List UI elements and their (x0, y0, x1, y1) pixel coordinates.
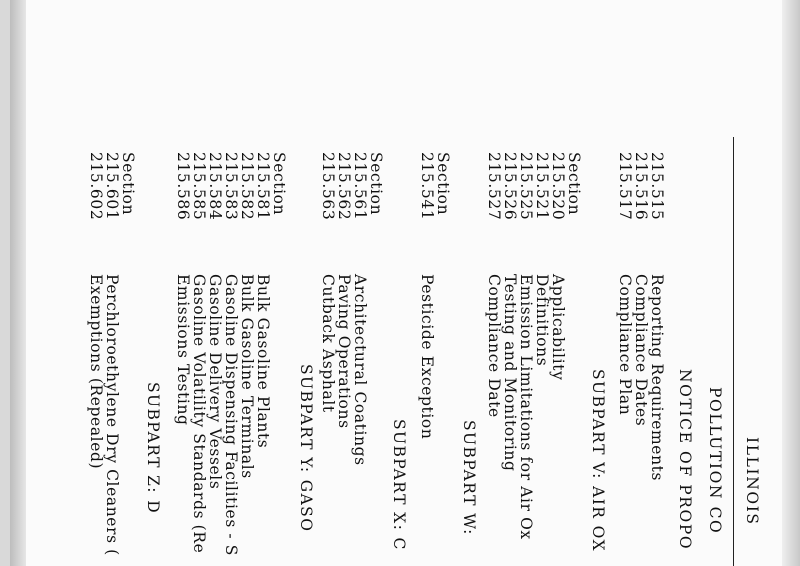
section-label: Section (119, 152, 137, 216)
section-title: Definitions (533, 274, 551, 367)
section-number: 215.602 (87, 152, 105, 221)
document-page (26, 0, 782, 566)
section-title: Compliance Plan (616, 274, 634, 416)
section-title: Applicability (549, 274, 567, 381)
section-title: Compliance Date (485, 274, 503, 418)
section-title: Gasoline Delivery Vessels (206, 274, 224, 490)
section-title: Testing and Monitoring (501, 274, 519, 472)
section-title: Paving Operations (335, 274, 353, 429)
section-number: 215.584 (206, 152, 224, 221)
section-number: 215.583 (222, 152, 240, 221)
header-line-3: NOTICE OF PROPO (676, 369, 694, 551)
scan-border-left (10, 0, 26, 566)
subpart-v-heading: SUBPART V: AIR OX (589, 369, 607, 552)
section-number: 215.520 (549, 152, 567, 221)
section-title: Emissions Testing (174, 274, 192, 426)
section-number: 215.581 (254, 152, 272, 221)
section-number: 215.516 (632, 152, 650, 221)
section-label: Section (565, 152, 583, 216)
section-title: Perchloroethylene Dry Cleaners ( (103, 274, 121, 556)
section-label: Section (367, 152, 385, 216)
section-number: 215.582 (238, 152, 256, 221)
subpart-x-heading: SUBPART X: C (390, 419, 408, 551)
section-title: Exemptions (Repealed) (87, 274, 105, 470)
section-number: 215.525 (517, 152, 535, 221)
section-title: Gasoline Volatility Standards (Re (190, 274, 208, 554)
section-number: 215.585 (190, 152, 208, 221)
section-number: 215.541 (418, 152, 436, 221)
section-title: Compliance Dates (632, 274, 650, 427)
section-label: Section (270, 152, 288, 216)
section-number: 215.586 (174, 152, 192, 221)
subpart-w-heading: SUBPART W: (460, 420, 478, 536)
section-title: Bulk Gasoline Plants (254, 274, 272, 449)
section-number: 215.526 (501, 152, 519, 221)
rotated-sheet (26, 87, 759, 566)
section-number: 215.527 (485, 152, 503, 221)
header-line-1: ILLINOIS (743, 437, 761, 526)
section-label: Section (434, 152, 452, 216)
section-number: 215.563 (319, 152, 337, 221)
header-line-2: POLLUTION CO (706, 387, 724, 535)
section-title: Gasoline Dispensing Facilities - S (222, 274, 240, 556)
section-title: Cutback Asphalt (319, 274, 337, 413)
section-number: 215.517 (616, 152, 634, 221)
scan-border-right (782, 0, 800, 566)
section-number: 215.521 (533, 152, 551, 221)
subpart-y-heading: SUBPART Y: GASO (297, 364, 315, 533)
section-title: Emission Limitations for Air Ox (517, 274, 535, 540)
section-title: Bulk Gasoline Terminals (238, 274, 256, 479)
section-title: Reporting Requirements (648, 274, 666, 482)
header-rule (733, 137, 734, 566)
section-number: 215.515 (648, 152, 666, 221)
section-title: Architectural Coatings (351, 274, 369, 466)
section-title: Pesticide Exception (418, 274, 436, 440)
section-number: 215.601 (103, 152, 121, 221)
section-number: 215.562 (335, 152, 353, 221)
subpart-z-heading: SUBPART Z: D (144, 382, 162, 515)
section-number: 215.561 (351, 152, 369, 221)
